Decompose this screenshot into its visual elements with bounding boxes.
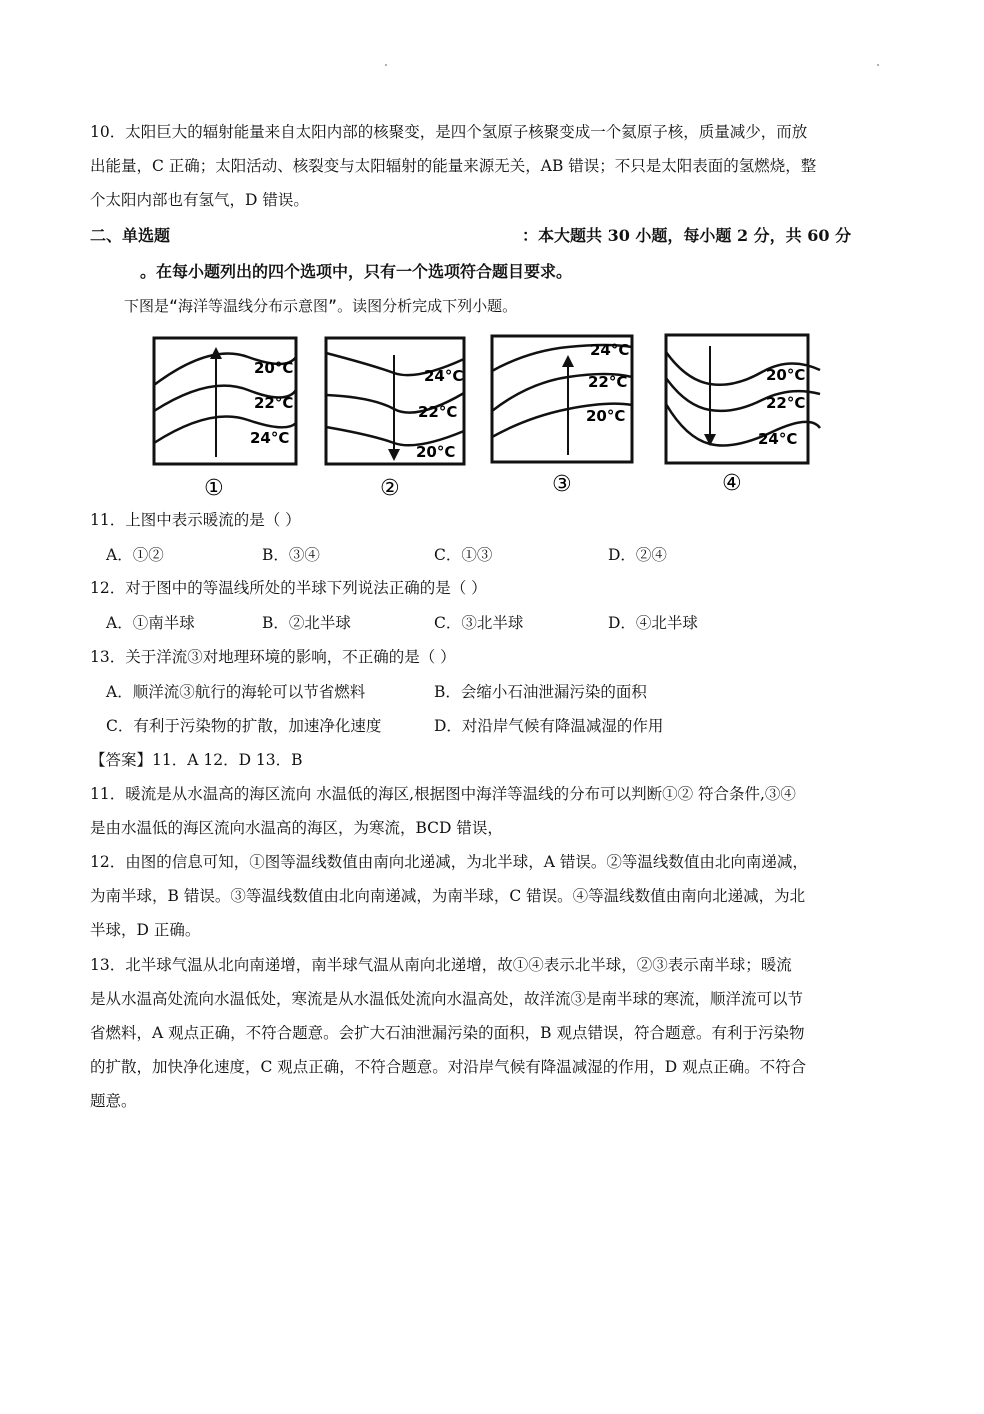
temp-label: 24°C (590, 341, 630, 359)
explanation-11-line: 11．暖流是从水温高的海区流向 水温低的海区,根据图中海洋等温线的分布可以判断①② 符合条件,③④ (90, 785, 796, 803)
question-13-option-b: B．会缩小石油泄漏污染的面积 (434, 683, 647, 701)
section-instruction: 。在每小题列出的四个选项中，只有一个选项符合题目要求。 (140, 262, 573, 281)
panel-label: ③ (552, 472, 572, 497)
section-meta: ：本大题共 30 小题，每小题 2 分，共 60 分 (522, 226, 852, 245)
explanation-10-line: 10．太阳巨大的辐射能量来自太阳内部的核聚变，是四个氢原子核聚变成一个氦原子核，质量减少，而放 (90, 123, 808, 141)
explanation-12-line: 半球，D 正确。 (90, 921, 201, 939)
question-12-option-c: C．③北半球 (434, 614, 524, 632)
answer-line: 【答案】11．A 12．D 13．B (90, 751, 303, 769)
explanation-12-line: 为南半球，B 错误。③等温线数值由北向南递减，为南半球，C 错误。④等温线数值由南向北递减，为北 (90, 887, 806, 905)
question-12-option-d: D．④北半球 (608, 614, 698, 632)
question-11-option-c: C．①③ (434, 546, 493, 564)
explanation-11-line: 是由水温低的海区流向水温高的海区，为寒流，BCD 错误， (90, 819, 503, 837)
section-heading: 二、单选题 (90, 226, 171, 245)
explanation-13-line: 省燃料，A 观点正确，不符合题意。会扩大石油泄漏污染的面积，B 观点错误，符合题意。有利于污染物 (90, 1024, 805, 1042)
explanation-13-line: 的扩散，加快净化速度，C 观点正确，不符合题意。对沿岸气候有降温减湿的作用，D 观点正确。不符合 (90, 1058, 807, 1076)
question-13-option-c: C．有利于污染物的扩散，加速净化速度 (106, 717, 382, 735)
temp-label: 20°C (416, 443, 456, 461)
temp-label: 24°C (250, 429, 290, 447)
scan-dot (385, 64, 387, 66)
scan-dot (877, 64, 879, 66)
temp-label: 24°C (758, 430, 798, 448)
panel-1 (150, 335, 300, 500)
temp-label: 22°C (254, 394, 294, 412)
temp-label: 24°C (424, 367, 464, 385)
question-13-stem: 13．关于洋流③对地理环境的影响，不正确的是（ ） (90, 648, 456, 666)
question-12-stem: 12．对于图中的等温线所处的半球下列说法正确的是（ ） (90, 579, 487, 597)
figure-intro: 下图是“海洋等温线分布示意图”。读图分析完成下列小题。 (124, 297, 518, 315)
question-12-option-a: A．①南半球 (106, 614, 195, 632)
panel-label: ④ (722, 471, 742, 496)
explanation-13-line: 13．北半球气温从北向南递增，南半球气温从南向北递增，故①④表示北半球，②③表示南半球；暖流 (90, 956, 792, 974)
temp-label: 22°C (418, 403, 458, 421)
question-11-option-b: B．③④ (262, 546, 320, 564)
temp-label: 22°C (766, 394, 806, 412)
explanation-10-line: 个太阳内部也有氢气，D 错误。 (90, 191, 309, 209)
question-11-stem: 11．上图中表示暖流的是（ ） (90, 511, 301, 529)
panel-label: ② (380, 476, 400, 500)
question-11-option-a: A．①② (106, 546, 164, 564)
explanation-13-line: 是从水温高处流向水温低处，寒流是从水温低处流向水温高处，故洋流③是南半球的寒流，顺洋流可以节 (90, 990, 804, 1008)
isotherm-figure (150, 330, 820, 500)
temp-label: 20°C (586, 407, 626, 425)
question-11-option-d: D．②④ (608, 546, 667, 564)
explanation-13-line: 题意。 (90, 1092, 137, 1110)
panel-2 (322, 335, 472, 500)
question-13-option-a: A．顺洋流③航行的海轮可以节省燃料 (106, 683, 366, 701)
question-13-option-d: D．对沿岸气候有降温减湿的作用 (434, 717, 664, 735)
explanation-10-line: 出能量，C 正确；太阳活动、核裂变与太阳辐射的能量来源无关，AB 错误；不只是太阳表面的氢燃烧，整 (90, 157, 817, 175)
question-12-option-b: B．②北半球 (262, 614, 351, 632)
panel-3 (488, 333, 638, 498)
temp-label: 22°C (588, 373, 628, 391)
panel-label: ① (204, 476, 224, 500)
temp-label: 20°C (254, 359, 294, 377)
temp-label: 20°C (766, 366, 806, 384)
explanation-12-line: 12．由图的信息可知，①图等温线数值由南向北递减，为北半球，A 错误。②等温线数值由北向南递减， (90, 853, 808, 871)
panel-4 (662, 332, 822, 497)
